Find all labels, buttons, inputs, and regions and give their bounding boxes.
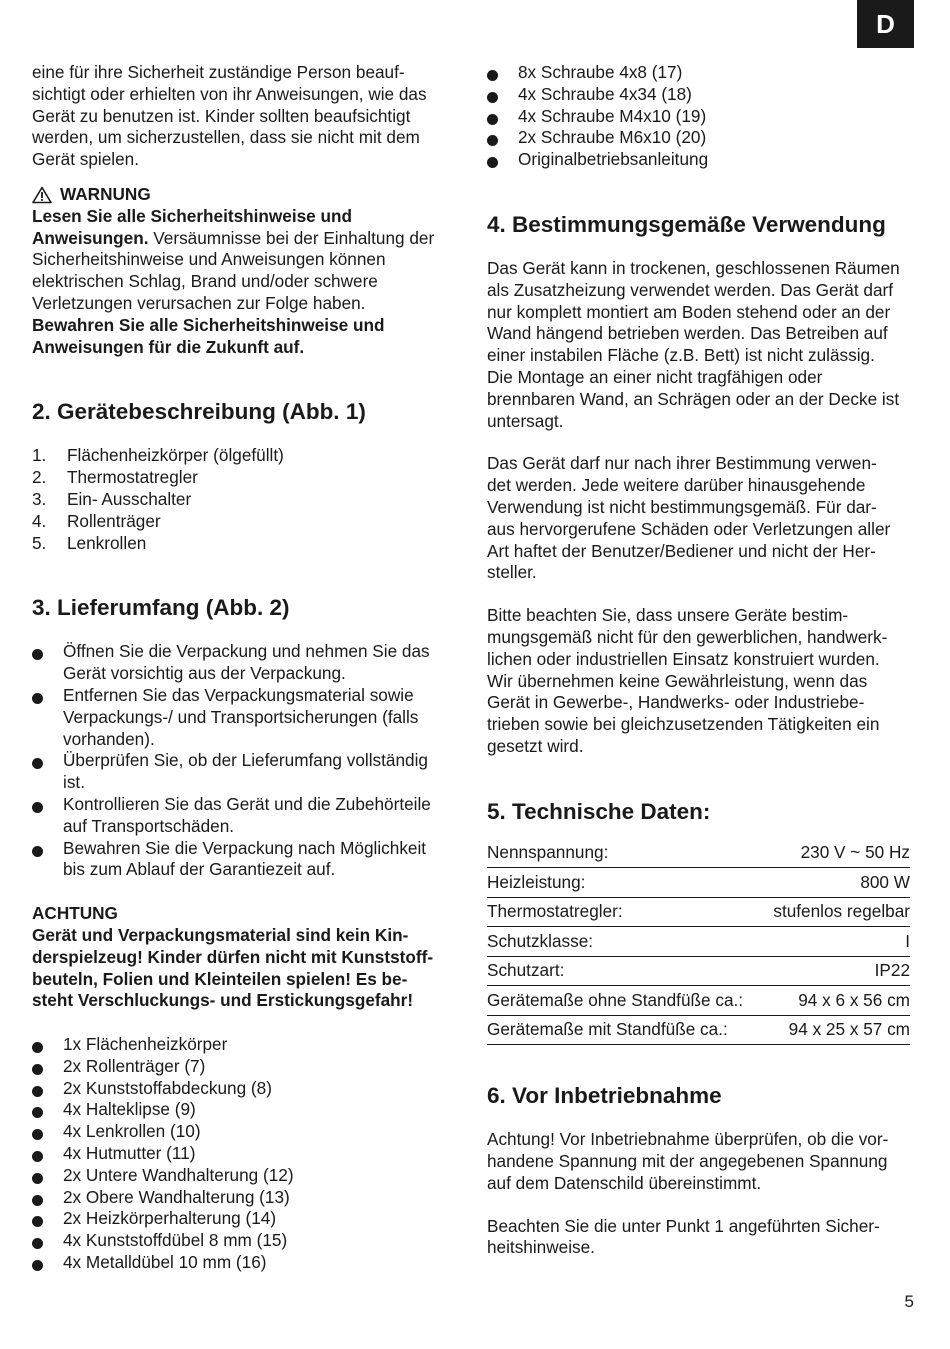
list-item: 2x Untere Wandhalterung (12) xyxy=(32,1165,462,1187)
usage-paragraph-2: Das Gerät darf nur nach ihrer Bestimmung verwen- det werden. Jede weitere darüber hinausgehende Verwendung ist nicht bestimmungsgemäß. Für dar- aus hervorgerufene Schäden oder Verletzungen aller Art haftet der Benutzer/Bediener und nicht der Her- steller. xyxy=(487,453,891,583)
list-item: Kontrollieren Sie das Gerät und die Zubehörteile auf Transportschäden. xyxy=(32,794,462,838)
section-6-heading: 6. Vor Inbetriebnahme xyxy=(487,1083,722,1109)
table-row: Schutzklasse: I xyxy=(487,927,910,957)
list-item: 2. Thermostatregler xyxy=(32,467,198,488)
table-row: Nennspannung: 230 V ~ 50 Hz xyxy=(487,839,910,868)
warning-title: WARNUNG xyxy=(32,184,462,206)
section-3-heading: 3. Lieferumfang (Abb. 2) xyxy=(32,595,290,621)
delivery-contents-list xyxy=(32,1034,462,1274)
list-item: Öffnen Sie die Verpackung und nehmen Sie das Gerät vorsichtig aus der Verpackung. xyxy=(32,641,462,685)
warning-triangle-icon xyxy=(32,186,52,204)
table-row: Thermostatregler: stufenlos regelbar xyxy=(487,897,910,927)
left-column xyxy=(32,62,462,1274)
table-row: Heizleistung: 800 W xyxy=(487,868,910,898)
usage-paragraph-1: Das Gerät kann in trockenen, geschlossenen Räumen als Zusatzheizung verwendet werden. Das Gerät darf nur komplett montiert am Boden stehend oder an der Wand hängend betrieben werden. Das Betreiben auf einer instabilen Fläche (z.B. Bett) ist nicht zulässig. Die Montage an einer nicht tragfähigen oder brennbaren Wand, an Schrägen oder an der Decke ist untersagt. xyxy=(487,257,900,431)
list-item: 4x Halteklipse (9) xyxy=(32,1099,462,1121)
list-item: Originalbetriebsanleitung xyxy=(487,149,910,171)
list-item: 4. Rollenträger xyxy=(32,510,161,531)
list-item: Überprüfen Sie, ob der Lieferumfang vollständig ist. xyxy=(32,750,462,794)
table-row: Schutzart: IP22 xyxy=(487,956,910,986)
warning-text: Lesen Sie alle Sicherheitshinweise und Anweisungen. Versäumnisse bei der Einhaltung der Sicherheitshinweise und Anweisungen können elektrischen Schlag, Brand und/oder schwere Verletzungen verursachen zur Folge haben. Bewahren Sie alle Sicherheitshinweise und Anweisungen für die Zukunft auf. xyxy=(32,205,435,357)
page-number: 5 xyxy=(904,1292,914,1311)
list-item: 4x Lenkrollen (10) xyxy=(32,1121,462,1143)
list-item: 4x Metalldübel 10 mm (16) xyxy=(32,1252,462,1274)
usage-paragraph-3: Bitte beachten Sie, dass unsere Geräte bestim- mungsgemäß nicht für den gewerblichen, handwerk- lichen oder industriellen Einsatz konstruiert wurden. Wir übernehmen keine Gewährleistung, wenn das Gerät in Gewerbe-, Handwerks- oder Industriebe- trieben sowie bei gleichzusetzenden Tätigkeiten ein gesetzt wird. xyxy=(487,605,888,756)
list-item: 4x Schraube M4x10 (19) xyxy=(487,106,910,128)
startup-paragraph-1: Achtung! Vor Inbetriebnahme überprüfen, ob die vor- handene Spannung mit der angegebenen Spannung auf dem Datenschild übereinstimmt. xyxy=(487,1129,889,1193)
list-item: 2x Schraube M6x10 (20) xyxy=(487,127,910,149)
table-row: Gerätemaße ohne Standfüße ca.: 94 x 6 x 56 cm xyxy=(487,986,910,1016)
list-item: 8x Schraube 4x8 (17) xyxy=(487,62,910,84)
section-2-heading: 2. Gerätebeschreibung (Abb. 1) xyxy=(32,399,366,425)
list-item: 3. Ein- Ausschalter xyxy=(32,488,192,509)
intro-paragraph: eine für ihre Sicherheit zuständige Person beauf- sichtigt oder erhielten von ihr Anweisungen, wie das Gerät zu benutzen ist. Kinder sollten beaufsichtigt werden, um sicherzustellen, dass sie nicht mit dem Gerät spielen. xyxy=(32,62,427,170)
startup-paragraph-2: Beachten Sie die unter Punkt 1 angeführten Sicher- heitshinweise. xyxy=(487,1215,880,1258)
unpacking-steps-list xyxy=(32,641,462,881)
list-item: 1. Flächenheizkörper (ölgefüllt) xyxy=(32,445,284,466)
list-item: 2x Kunststoffabdeckung (8) xyxy=(32,1078,462,1100)
technical-data-table xyxy=(487,839,910,1046)
delivery-contents-list-continued xyxy=(487,62,910,171)
section-5-heading: 5. Technische Daten: xyxy=(487,798,711,824)
achtung-text: Gerät und Verpackungsmaterial sind kein Kin- derspielzeug! Kinder dürfen nicht mit Kunststoff- beuteln, Folien und Kleinteilen spielen! Es be- steht Verschluckungs- und Erstickungsgefahr! xyxy=(32,924,434,1011)
list-item: 2x Obere Wandhalterung (13) xyxy=(32,1187,462,1209)
right-column xyxy=(487,62,910,1259)
device-parts-list xyxy=(32,445,462,554)
section-4-heading: 4. Bestimmungsgemäße Verwendung xyxy=(487,211,886,237)
list-item: 4x Schraube 4x34 (18) xyxy=(487,84,910,106)
list-item: 4x Kunststoffdübel 8 mm (15) xyxy=(32,1230,462,1252)
list-item: Bewahren Sie die Verpackung nach Möglichkeit bis zum Ablauf der Garantiezeit auf. xyxy=(32,838,462,882)
language-tab: D xyxy=(857,0,914,48)
list-item: Entfernen Sie das Verpackungsmaterial sowie Verpackungs-/ und Transportsicherungen (falls vorhanden). xyxy=(32,685,462,750)
achtung-title: ACHTUNG xyxy=(32,903,118,924)
list-item: 2x Rollenträger (7) xyxy=(32,1056,462,1078)
list-item: 4x Hutmutter (11) xyxy=(32,1143,462,1165)
table-row: Gerätemaße mit Standfüße ca.: 94 x 25 x 57 cm xyxy=(487,1015,910,1045)
list-item: 2x Heizkörperhalterung (14) xyxy=(32,1208,462,1230)
list-item: 1x Flächenheizkörper xyxy=(32,1034,462,1056)
list-item: 5. Lenkrollen xyxy=(32,532,147,553)
